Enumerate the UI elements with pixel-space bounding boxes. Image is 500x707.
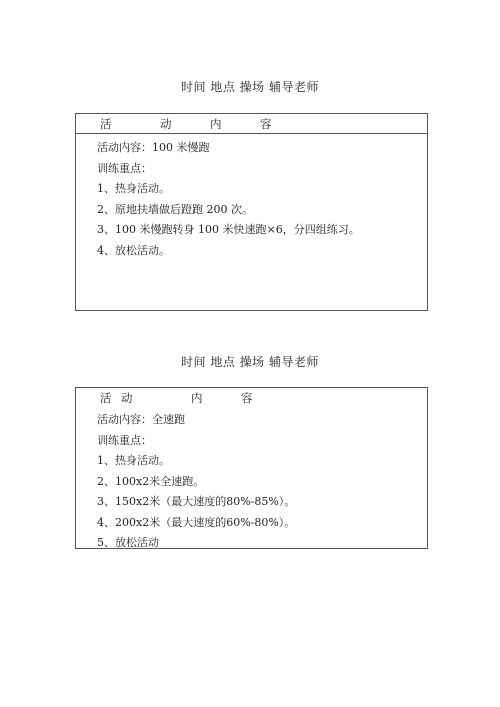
header-char: 活 [100, 117, 112, 131]
header-char: 内 [210, 117, 222, 131]
list-item: 5、放松活动 [97, 536, 159, 549]
activity-table-1 [75, 113, 428, 311]
training-focus-label: 训练重点： [97, 433, 152, 447]
header-char: 活 [100, 391, 112, 405]
activity-table-2 [75, 387, 428, 549]
activity-content: 活动内容：100 米慢跑 [97, 141, 210, 154]
header-char: 容 [241, 391, 253, 405]
table-header-1 [76, 114, 427, 134]
header-char: 内 [191, 391, 203, 405]
activity-content: 活动内容：全速跑 [97, 413, 185, 426]
list-item: 1、热身活动。 [97, 454, 170, 467]
header-char: 动 [121, 391, 133, 405]
list-item: 4、放松活动。 [97, 243, 170, 257]
list-item: 2、原地扶墙做后蹬跑 200 次。 [97, 202, 253, 216]
section1-header: 时间 地点 操场 辅导老师 [181, 80, 319, 94]
header-char: 容 [260, 117, 272, 131]
list-item: 3、150x2米（最大速度的80%-85%）。 [97, 495, 296, 508]
table-body-1 [76, 134, 427, 261]
section2-header: 时间 地点 操场 辅导老师 [181, 355, 319, 369]
list-item: 1、热身活动。 [97, 182, 170, 195]
list-item: 2、100x2米全速跑。 [97, 474, 205, 488]
table-header-2 [76, 388, 427, 407]
training-focus-label: 训练重点： [97, 161, 152, 175]
list-item: 3、100 米慢跑转身 100 米快速跑×6，分四组练习。 [97, 223, 360, 236]
list-item: 4、200x2米（最大速度的60%-80%）。 [97, 515, 296, 529]
header-char: 动 [160, 117, 172, 131]
table-body-2 [76, 407, 427, 554]
